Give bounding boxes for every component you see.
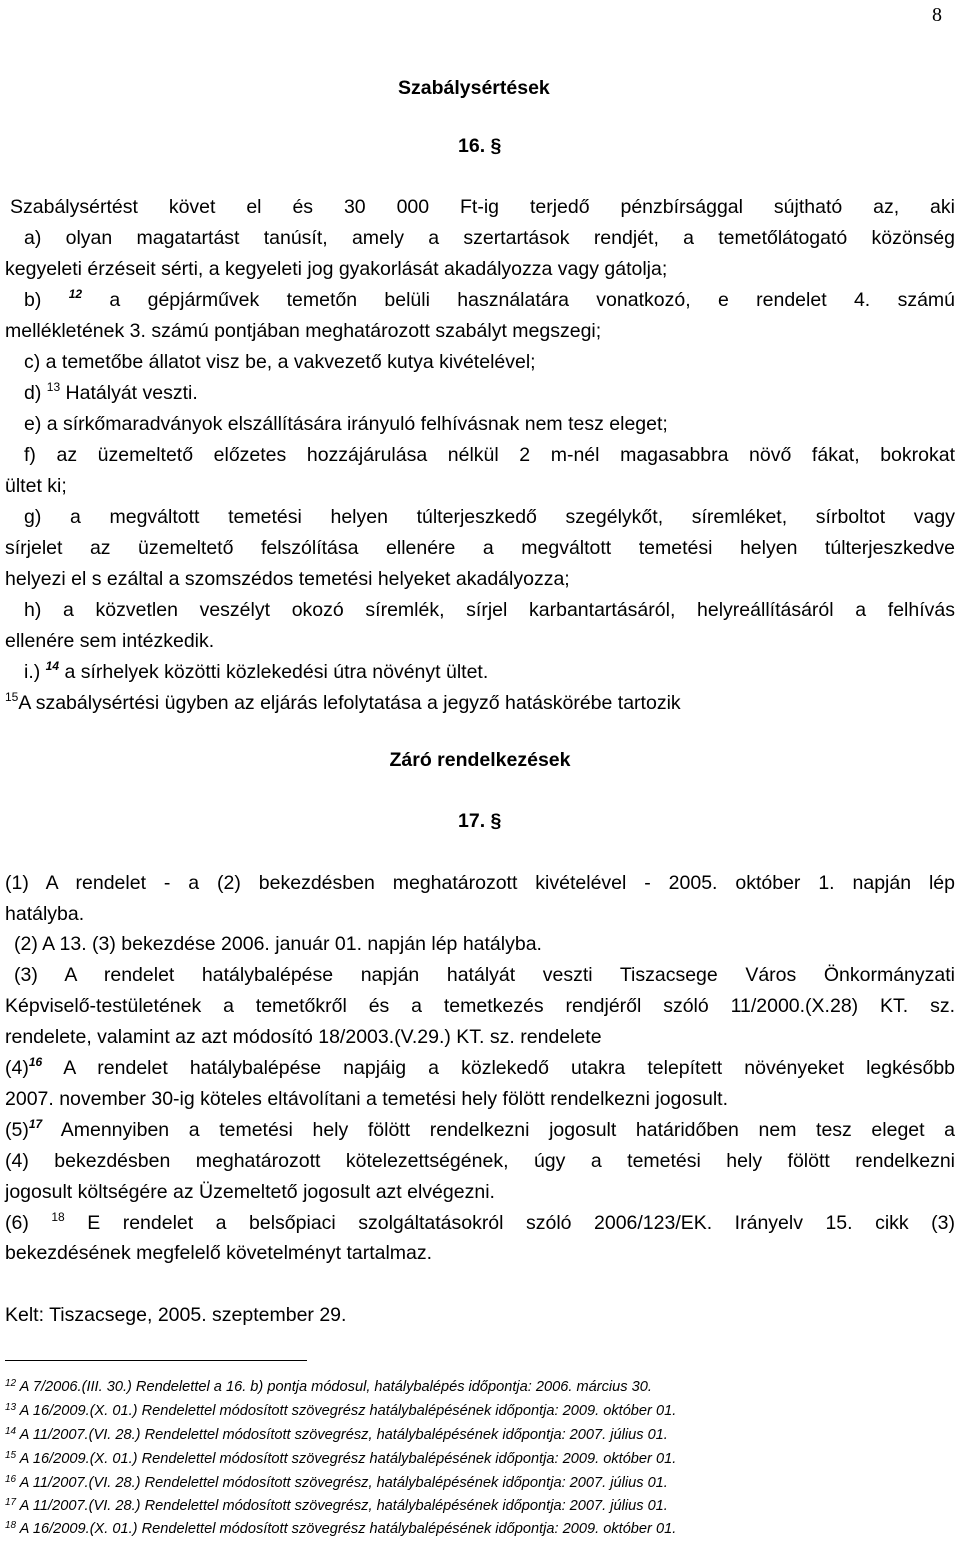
para-17-4-line1: $(4)^{16}$ A rendelet hatálybalépése napjáig a közlekedő utakra telepített növényeket legkésőbb: [5, 1055, 956, 1079]
footnote-12: $^{12}$ A 7/2006.(III. 30.) Rendelettel a 16. b) pontja módosul, hatálybalépés időpontja: 2006. március 30.: [5, 1378, 652, 1395]
item-f-line2: ültet ki;: [5, 475, 67, 497]
item-i: i.) $^{14}$ a sírhelyek közötti közlekedési útra növényt ültet.: [24, 659, 489, 683]
para-17-3-line2: Képviselő-testületének a temetőkről és a temetkezés rendjéről szóló 11/2000.(X.28) KT. sz.: [5, 995, 955, 1017]
signature-date: Kelt: Tiszacsege, 2005. szeptember 29.: [5, 1304, 347, 1326]
item-h-line1: h) a közvetlen veszélyt okozó síremlék, sírjel karbantartásáról, helyreállításáról a felhívás: [24, 599, 955, 621]
para-16-intro: Szabálysértést követ el és 30 000 Ft-ig terjedő pénzbírsággal sújtható az, aki: [10, 196, 955, 218]
footnote-17: $^{17}$ A 11/2007.(VI. 28.) Rendelettel módosított szövegrész, hatálybalépésének időpontja: 2007. július 01.: [5, 1497, 668, 1514]
item-g-line2: sírjelet az üzemeltető felszólítása ellenére a megváltott temetési helyen túlterjeszkedve: [5, 537, 955, 559]
item-g-line3: helyezi el s ezáltal a szomszédos temetési helyeket akadályozza;: [5, 568, 570, 590]
footnote-13: $^{13}$ A 16/2009.(X. 01.) Rendelettel módosított szövegrész hatálybalépésének időpontja: 2009. október 01.: [5, 1402, 677, 1419]
footnote-ref-17: 17: [28, 1117, 43, 1131]
footnote-16: $^{16}$ A 11/2007.(VI. 28.) Rendelettel módosított szövegrész, hatálybalépésének időpontja: 2007. július 01.: [5, 1474, 668, 1491]
item-f-line1: f) az üzemeltető előzetes hozzájárulása nélkül 2 m-nél magasabbra növő fákat, bokrokat: [24, 444, 955, 466]
para-17-4-line2: 2007. november 30-ig köteles eltávolítani a temetési hely fölött rendelkezni jogosult.: [5, 1088, 729, 1110]
para-17-5-line1: $(5)^{17}$ Amennyiben a temetési hely fölött rendelkezni jogosult határidőben nem tesz eleget a: [5, 1117, 955, 1141]
item-c: c) a temetőbe állatot visz be, a vakvezető kutya kivételével;: [24, 351, 536, 373]
footnote-separator: [5, 1360, 307, 1361]
item-b-line1: b) $^{12}$ a gépjárművek temetőn belüli használatára vonatkozó, e rendelet 4. számú: [24, 287, 956, 311]
footnote-ref-16: 16: [28, 1055, 43, 1069]
item-j: $^{15}$A szabálysértési ügyben az eljárás lefolytatása a jegyző hatáskörébe tartozik: [5, 690, 681, 714]
footnote-ref-12: 12: [68, 287, 83, 301]
footnote-ref-14: 14: [45, 659, 60, 673]
para-17-5-line2: (4) bekezdésben meghatározott kötelezettségének, úgy a temetési hely fölött rendelkezni: [5, 1150, 955, 1172]
page-number: 8: [932, 4, 942, 26]
item-e: e) a sírkőmaradványok elszállítására irányuló felhívásnak nem tesz eleget;: [24, 413, 668, 435]
footnote-ref-15: 15: [5, 690, 19, 704]
footnote-ref-18: 18: [51, 1210, 65, 1224]
para-17-3-line3: rendelete, valamint az azt módosító 18/2003.(V.29.) KT. sz. rendelete: [5, 1026, 602, 1048]
item-d: d) $^{13}$ Hatályát veszti.: [24, 380, 198, 404]
item-b-line2: mellékletének 3. számú pontjában meghatározott szabályt megszegi;: [5, 320, 602, 342]
section-17-heading: 17. §: [458, 810, 502, 832]
footnote-ref-13: 13: [46, 380, 61, 394]
item-a-line1: a) olyan magatartást tanúsít, amely a szertartások rendjét, a temetőlátogató közönség: [24, 227, 955, 249]
para-17-6-line2: bekezdésének megfelelő követelményt tartalmaz.: [5, 1242, 433, 1264]
para-17-1-line2: hatályba.: [5, 903, 85, 925]
para-17-3-line1: (3) A rendelet hatálybalépése napján hatályát veszti Tiszacsege Város Önkormányzati: [14, 964, 955, 986]
footnote-15: $^{15}$ A 16/2009.(X. 01.) Rendelettel módosított szövegrész hatálybalépésének időpontja: 2009. október 01.: [5, 1450, 677, 1467]
item-a-line2: kegyeleti érzéseit sérti, a kegyeleti jog gyakorlását akadályozza vagy gátolja;: [5, 258, 668, 280]
para-17-5-line3: jogosult költségére az Üzemeltető jogosult azt elvégezni.: [5, 1181, 495, 1203]
para-17-2: (2) A 13. (3) bekezdése 2006. január 01. napján lép hatályba.: [14, 933, 542, 955]
section-16-heading: 16. §: [458, 135, 502, 157]
item-h-line2: ellenére sem intézkedik.: [5, 630, 215, 652]
para-17-1-line1: (1) A rendelet - a (2) bekezdésben meghatározott kivételével - 2005. október 1. napján lép: [5, 872, 955, 894]
footnote-18: $^{18}$ A 16/2009.(X. 01.) Rendelettel módosított szövegrész hatálybalépésének időpontja: 2009. október 01.: [5, 1520, 677, 1537]
section-title: Szabálysértések: [398, 77, 550, 99]
footnote-14: $^{14}$ A 11/2007.(VI. 28.) Rendelettel módosított szövegrész, hatálybalépésének időpontja: 2007. július 01.: [5, 1426, 668, 1443]
item-g-line1: g) a megváltott temetési helyen túlterjeszkedő szegélykőt, síremléket, sírboltot vagy: [24, 506, 955, 528]
para-17-6-line1: (6) $^{18}$ E rendelet a belsőpiaci szolgáltatásokról szóló 2006/123/EK. Irányelv 15. cikk (3): [5, 1210, 955, 1234]
subtitle-closing-provisions: Záró rendelkezések: [389, 749, 571, 771]
